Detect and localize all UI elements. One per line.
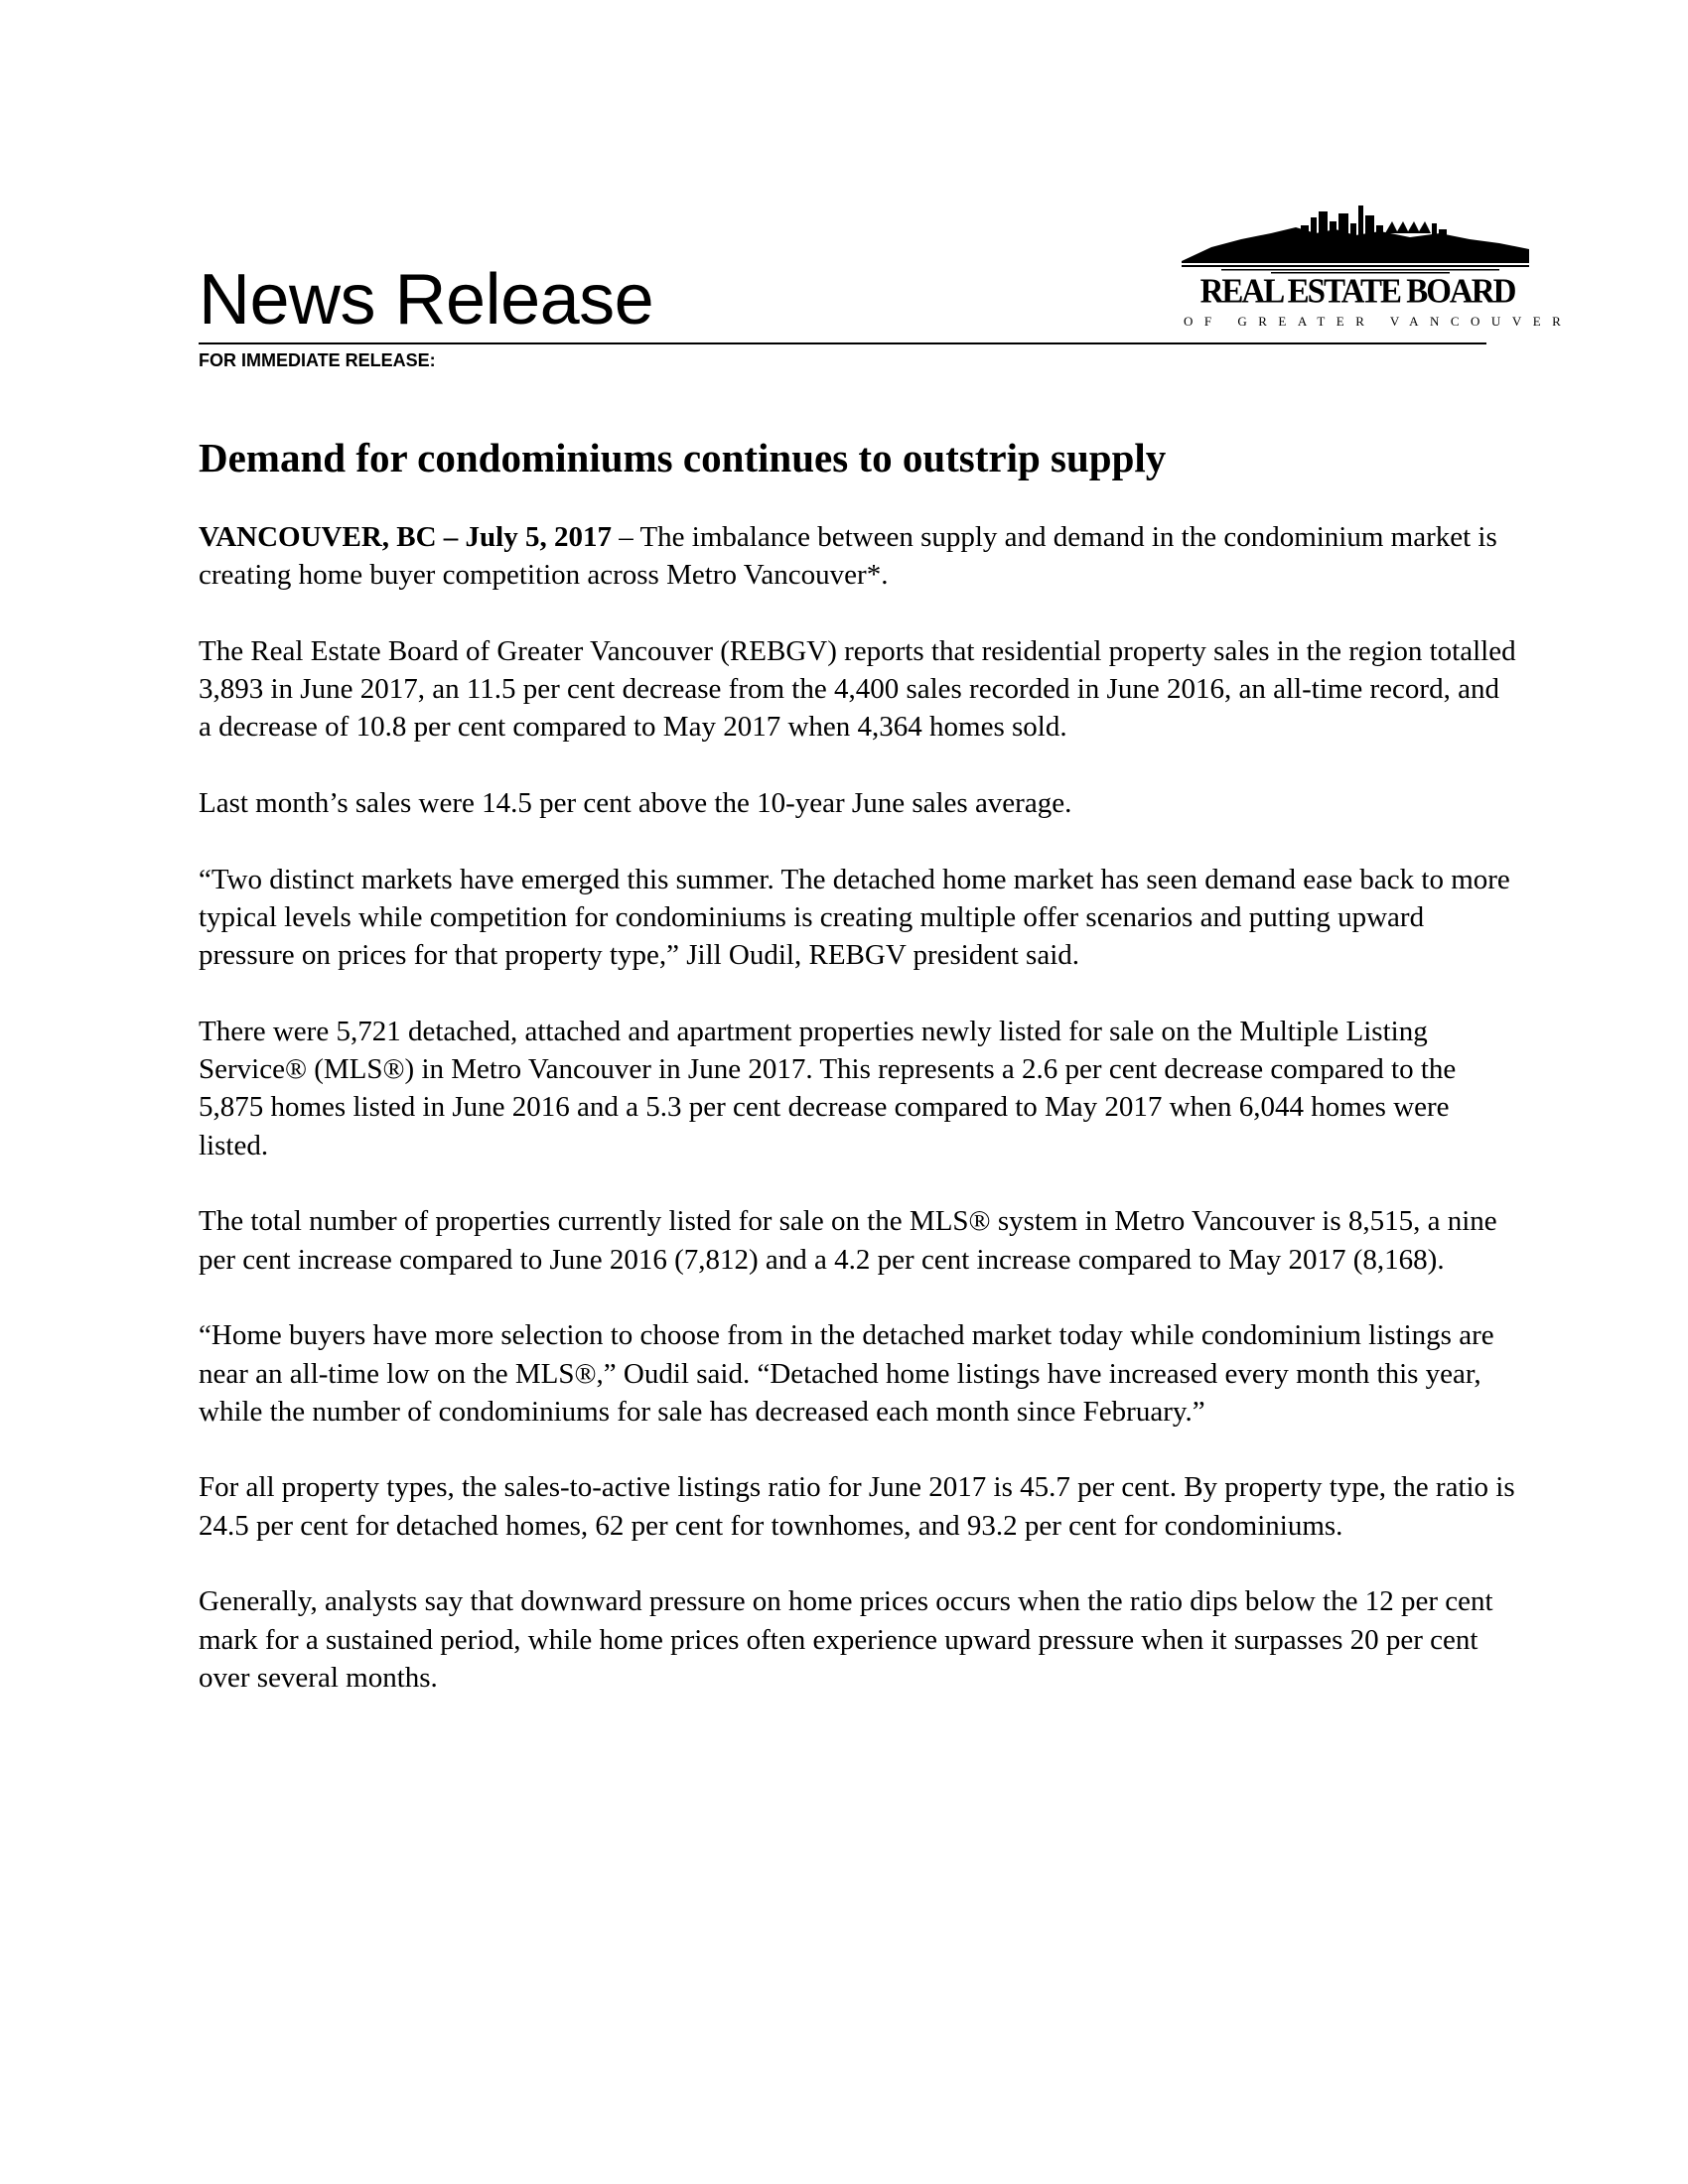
article-body [199, 518, 1519, 1735]
paragraph: For all property types, the sales-to-active listings ratio for June 2017 is 45.7 per cent. By property type, the ratio is 24.5 per cent for detached homes, 62 per cent for townhomes, and 93.2 per cent for condominiums. [199, 1471, 1515, 1542]
release-label: FOR IMMEDIATE RELEASE: [199, 350, 436, 370]
paragraph: The total number of properties currently listed for sale on the MLS® system in Metro Vancouver is 8,515, a nine per cent increase compared to June 2016 (7,812) and a 4.2 per cent increase compared to May 2017 (8,168). [199, 1205, 1497, 1276]
paragraph: Generally, analysts say that downward pressure on home prices occurs when the ratio dips below the 12 per cent mark for a sustained period, while home prices often experience upward pressure when it surpasses 20 per cent over several months. [199, 1585, 1493, 1694]
dateline: VANCOUVER, BC – July 5, 2017 [199, 521, 612, 553]
headline: Demand for condominiums continues to outstrip supply [199, 435, 1167, 480]
logo-subtitle: OF GREATER VANCOUVER [1184, 314, 1573, 329]
header-divider [199, 342, 1486, 344]
paragraph: “Home buyers have more selection to choose from in the detached market today while condominium listings are near an all-time low on the MLS®,” Oudil said. “Detached home listings have increased every month this year, while the number of condominiums for sale has decreased each month since February.” [199, 1319, 1494, 1428]
paragraph: Last month’s sales were 14.5 per cent above the 10-year June sales average. [199, 787, 1072, 820]
page-title: News Release [199, 260, 654, 340]
paragraph: There were 5,721 detached, attached and apartment properties newly listed for sale on the Multiple Listing Service® (MLS®) in Metro Vancouver in June 2017. This represents a 2.6 per cent decrease compared to the 5,875 homes listed in June 2016 and a 5.3 per cent decrease compared to May 2017 when 6,044 homes were listed. [199, 1015, 1457, 1161]
paragraph: “Two distinct markets have emerged this summer. The detached home market has seen demand ease back to more typical levels while competition for condominiums is creating multiple offer scenarios and putting upward pressure on prices for that property type,” Jill Oudil, REBGV president said. [199, 863, 1510, 972]
logo-name: REAL ESTATE BOARD [1199, 273, 1515, 311]
lead-paragraph [199, 518, 1519, 595]
paragraph: The Real Estate Board of Greater Vancouver (REBGV) reports that residential property sales in the region totalled 3,893 in June 2017, an 11.5 per cent decrease from the 4,400 sales recorded in June 2016, an all-time record, and a decrease of 10.8 per cent compared to May 2017 when 4,364 homes sold. [199, 634, 1516, 744]
lead-text: – The imbalance between supply and demand in the condominium market is creating home buyer competition across Metro Vancouver*. [199, 521, 1497, 592]
city-skyline-icon [1182, 204, 1529, 275]
